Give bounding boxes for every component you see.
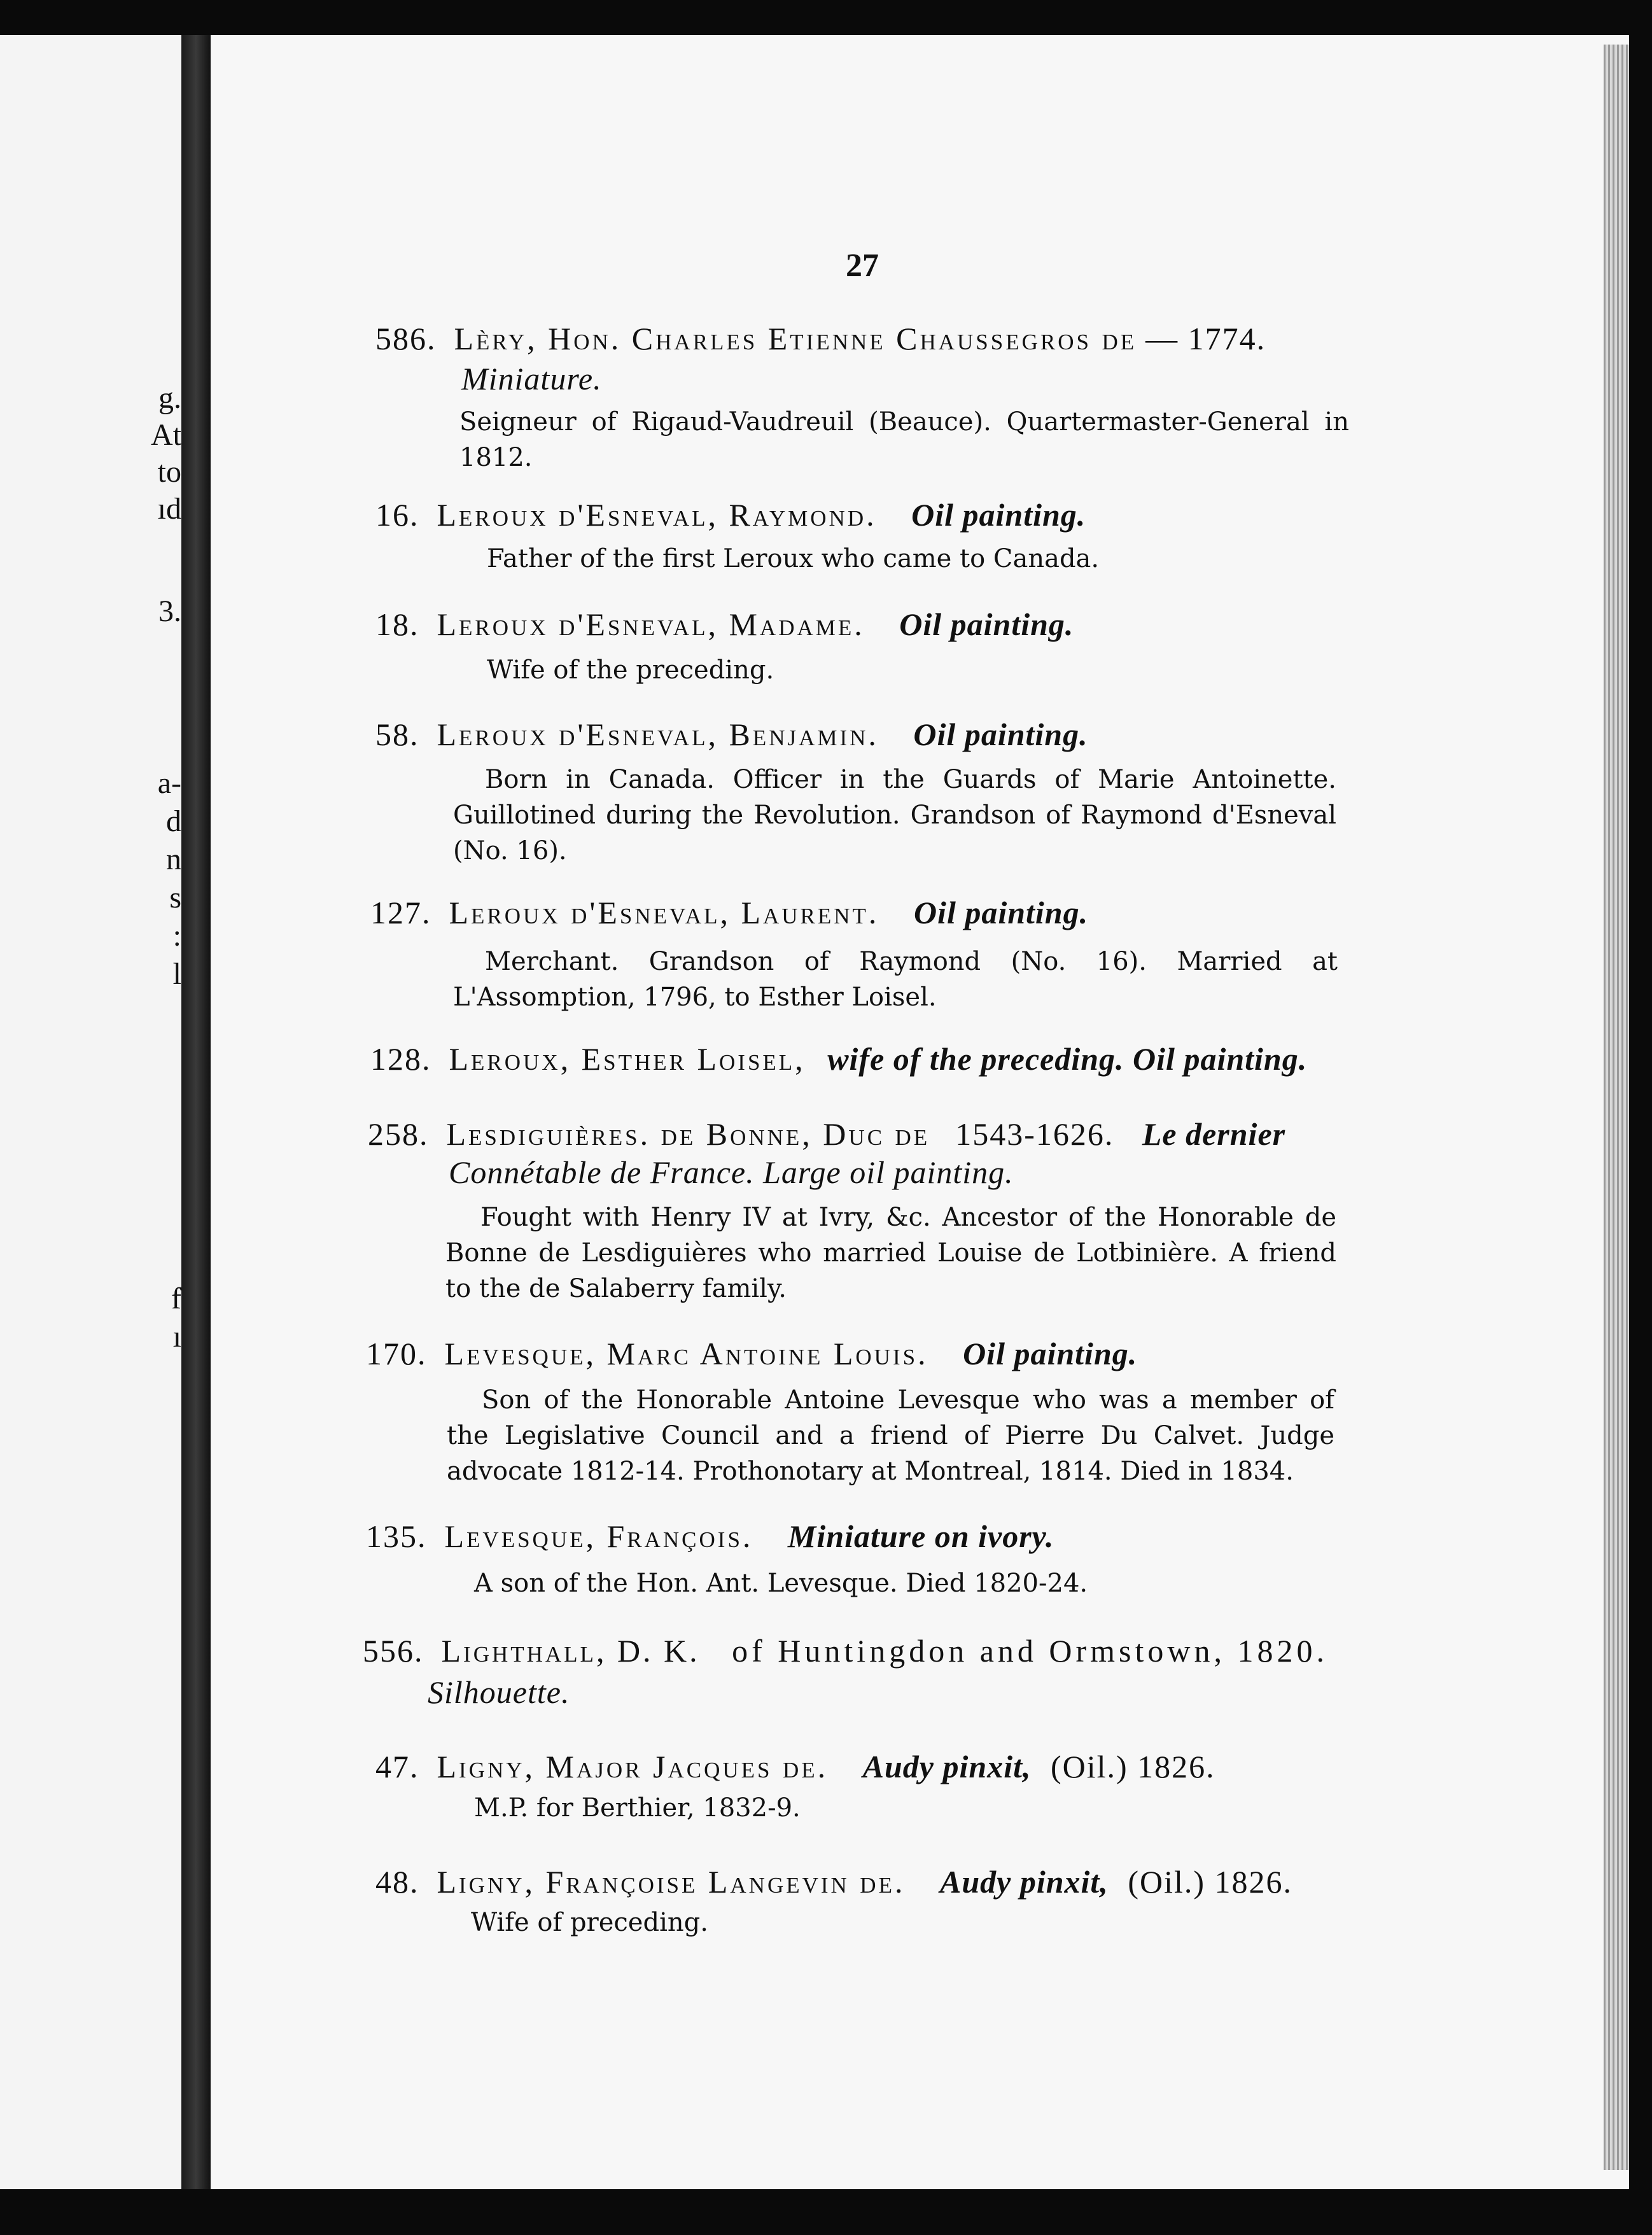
- catalogue-number: 170.: [366, 1336, 427, 1371]
- entry-heading: [375, 496, 1086, 533]
- catalogue-number: 47.: [375, 1749, 419, 1784]
- entry-medium: Audy pinxit,: [939, 1864, 1109, 1900]
- entry-description: M.P. for Berthier, 1832-9.: [474, 1793, 801, 1823]
- catalogue-number: 128.: [370, 1041, 431, 1077]
- scan-border-right: [1629, 0, 1652, 2235]
- sitter-name: Leroux d'Esneval, Benjamin.: [437, 717, 879, 752]
- entry-date: (Oil.) 1826.: [1050, 1749, 1215, 1784]
- entry-medium: Miniature.: [461, 361, 602, 396]
- left-fragment: to: [157, 455, 181, 489]
- entry-medium: Oil painting.: [899, 606, 1074, 642]
- entry-description: Merchant. Grandson of Raymond (No. 16). Married at L'Assomption, 1796, to Esther Loisel.: [453, 947, 1338, 1012]
- entry-heading: [363, 1632, 1336, 1669]
- entry-heading: [375, 1748, 1215, 1785]
- left-fragment: d: [166, 804, 181, 838]
- left-fragment: At: [151, 418, 181, 452]
- sitter-name: Levesque, François.: [444, 1518, 753, 1554]
- entry-description: Born in Canada. Officer in the Guards of Marie Antoinette. Guillotined during the Revolution. Grandson of Raymond d'Esneval (No. 16).: [453, 765, 1336, 865]
- scan-border-bottom: [0, 2189, 1652, 2235]
- sitter-name: Lighthall, D. K.: [441, 1633, 700, 1669]
- catalogue-number: 258.: [368, 1116, 429, 1152]
- entry-heading: [366, 1518, 1054, 1555]
- catalogue-number: 556.: [363, 1633, 424, 1669]
- entry-description: Wife of the preceding.: [487, 655, 774, 685]
- entry-heading: [375, 320, 1266, 357]
- entry-date: — 1774.: [1145, 321, 1266, 356]
- left-fragment: l: [172, 957, 181, 991]
- entry-medium: Oil painting.: [963, 1336, 1138, 1371]
- scan-border-top: [0, 0, 1652, 35]
- entry-description: Son of the Honorable Antoine Levesque who was a member of the Legislative Council and a friend of Pierre Du Calvet. Judge advocate 1812-14. Prothonotary at Montreal, 1814. Died in 1834.: [447, 1385, 1334, 1486]
- entry-description: Seigneur of Rigaud-Vaudreuil (Beauce). Quartermaster-General in 1812.: [459, 407, 1349, 472]
- entry-heading: [375, 1863, 1292, 1900]
- catalogue-number: 16.: [375, 497, 419, 533]
- catalogue-number: 586.: [375, 321, 437, 356]
- entry-medium: Silhouette.: [428, 1674, 570, 1710]
- left-fragment: s: [169, 881, 181, 914]
- entry-medium: Oil painting.: [913, 895, 1089, 930]
- entry-medium: Oil painting.: [913, 717, 1088, 752]
- sitter-name: Levesque, Marc Antoine Louis.: [444, 1336, 928, 1371]
- entry-heading: [368, 1116, 1285, 1153]
- entry-description: Fought with Henry IV at Ivry, &c. Ancestor of the Honorable de Bonne de Lesdiguières who married Louise de Lotbinière. A friend to the de Salaberry family.: [445, 1203, 1336, 1303]
- entry-medium: Le dernier: [1142, 1116, 1286, 1152]
- entry-heading: [366, 1335, 1137, 1372]
- left-fragment: ıd: [157, 492, 181, 526]
- entry-heading: [370, 1040, 1307, 1077]
- left-fragment: :: [172, 919, 181, 953]
- entry-heading: [370, 894, 1088, 931]
- left-page-fragment: [0, 35, 181, 2189]
- sitter-name: Ligny, Major Jacques de.: [437, 1749, 829, 1784]
- sitter-name: Lesdiguières. de Bonne, Duc de: [446, 1116, 930, 1152]
- entry-medium-continued: Connétable de France. Large oil painting.: [449, 1154, 1014, 1190]
- entry-description: A son of the Hon. Ant. Levesque. Died 1820-24.: [474, 1569, 1088, 1598]
- entry-description: Father of the first Leroux who came to Canada.: [487, 544, 1100, 573]
- left-fragment: 3.: [158, 594, 181, 628]
- sitter-name: Leroux d'Esneval, Madame.: [437, 606, 865, 642]
- entry-medium: Miniature on ivory.: [787, 1518, 1054, 1554]
- sitter-name: Leroux d'Esneval, Laurent.: [449, 895, 879, 930]
- catalogue-number: 18.: [375, 606, 419, 642]
- sitter-name: Leroux, Esther Loisel,: [449, 1041, 806, 1077]
- entry-locality: of Huntingdon and Ormstown, 1820.: [732, 1633, 1328, 1669]
- entry-medium: Audy pinxit,: [862, 1749, 1032, 1784]
- page-edges: [1604, 45, 1629, 2170]
- entry-date: (Oil.) 1826.: [1128, 1864, 1293, 1900]
- entry-heading: [375, 606, 1074, 643]
- entry-heading: [375, 716, 1088, 753]
- sitter-name: Leroux d'Esneval, Raymond.: [437, 497, 877, 533]
- book-gutter: [181, 35, 211, 2189]
- entry-medium: wife of the preceding. Oil painting.: [827, 1041, 1308, 1077]
- sitter-name: Ligny, Françoise Langevin de.: [437, 1864, 906, 1900]
- entry-medium: Oil painting.: [911, 497, 1086, 533]
- catalogue-number: 58.: [375, 717, 419, 752]
- entry-description: Wife of preceding.: [471, 1908, 708, 1937]
- catalogue-number: 135.: [366, 1518, 427, 1554]
- entry-date: 1543-1626.: [955, 1116, 1114, 1152]
- left-fragment: g.: [158, 381, 181, 415]
- left-fragment: ı: [172, 1320, 181, 1354]
- page-number: 27: [846, 248, 879, 284]
- catalogue-number: 48.: [375, 1864, 419, 1900]
- sitter-name: Lèry, Hon. Charles Etienne Chaussegros de: [454, 321, 1137, 356]
- left-fragment: a-: [157, 766, 181, 800]
- left-fragment: n: [166, 843, 181, 876]
- left-fragment: f: [171, 1282, 181, 1315]
- catalogue-number: 127.: [370, 895, 431, 930]
